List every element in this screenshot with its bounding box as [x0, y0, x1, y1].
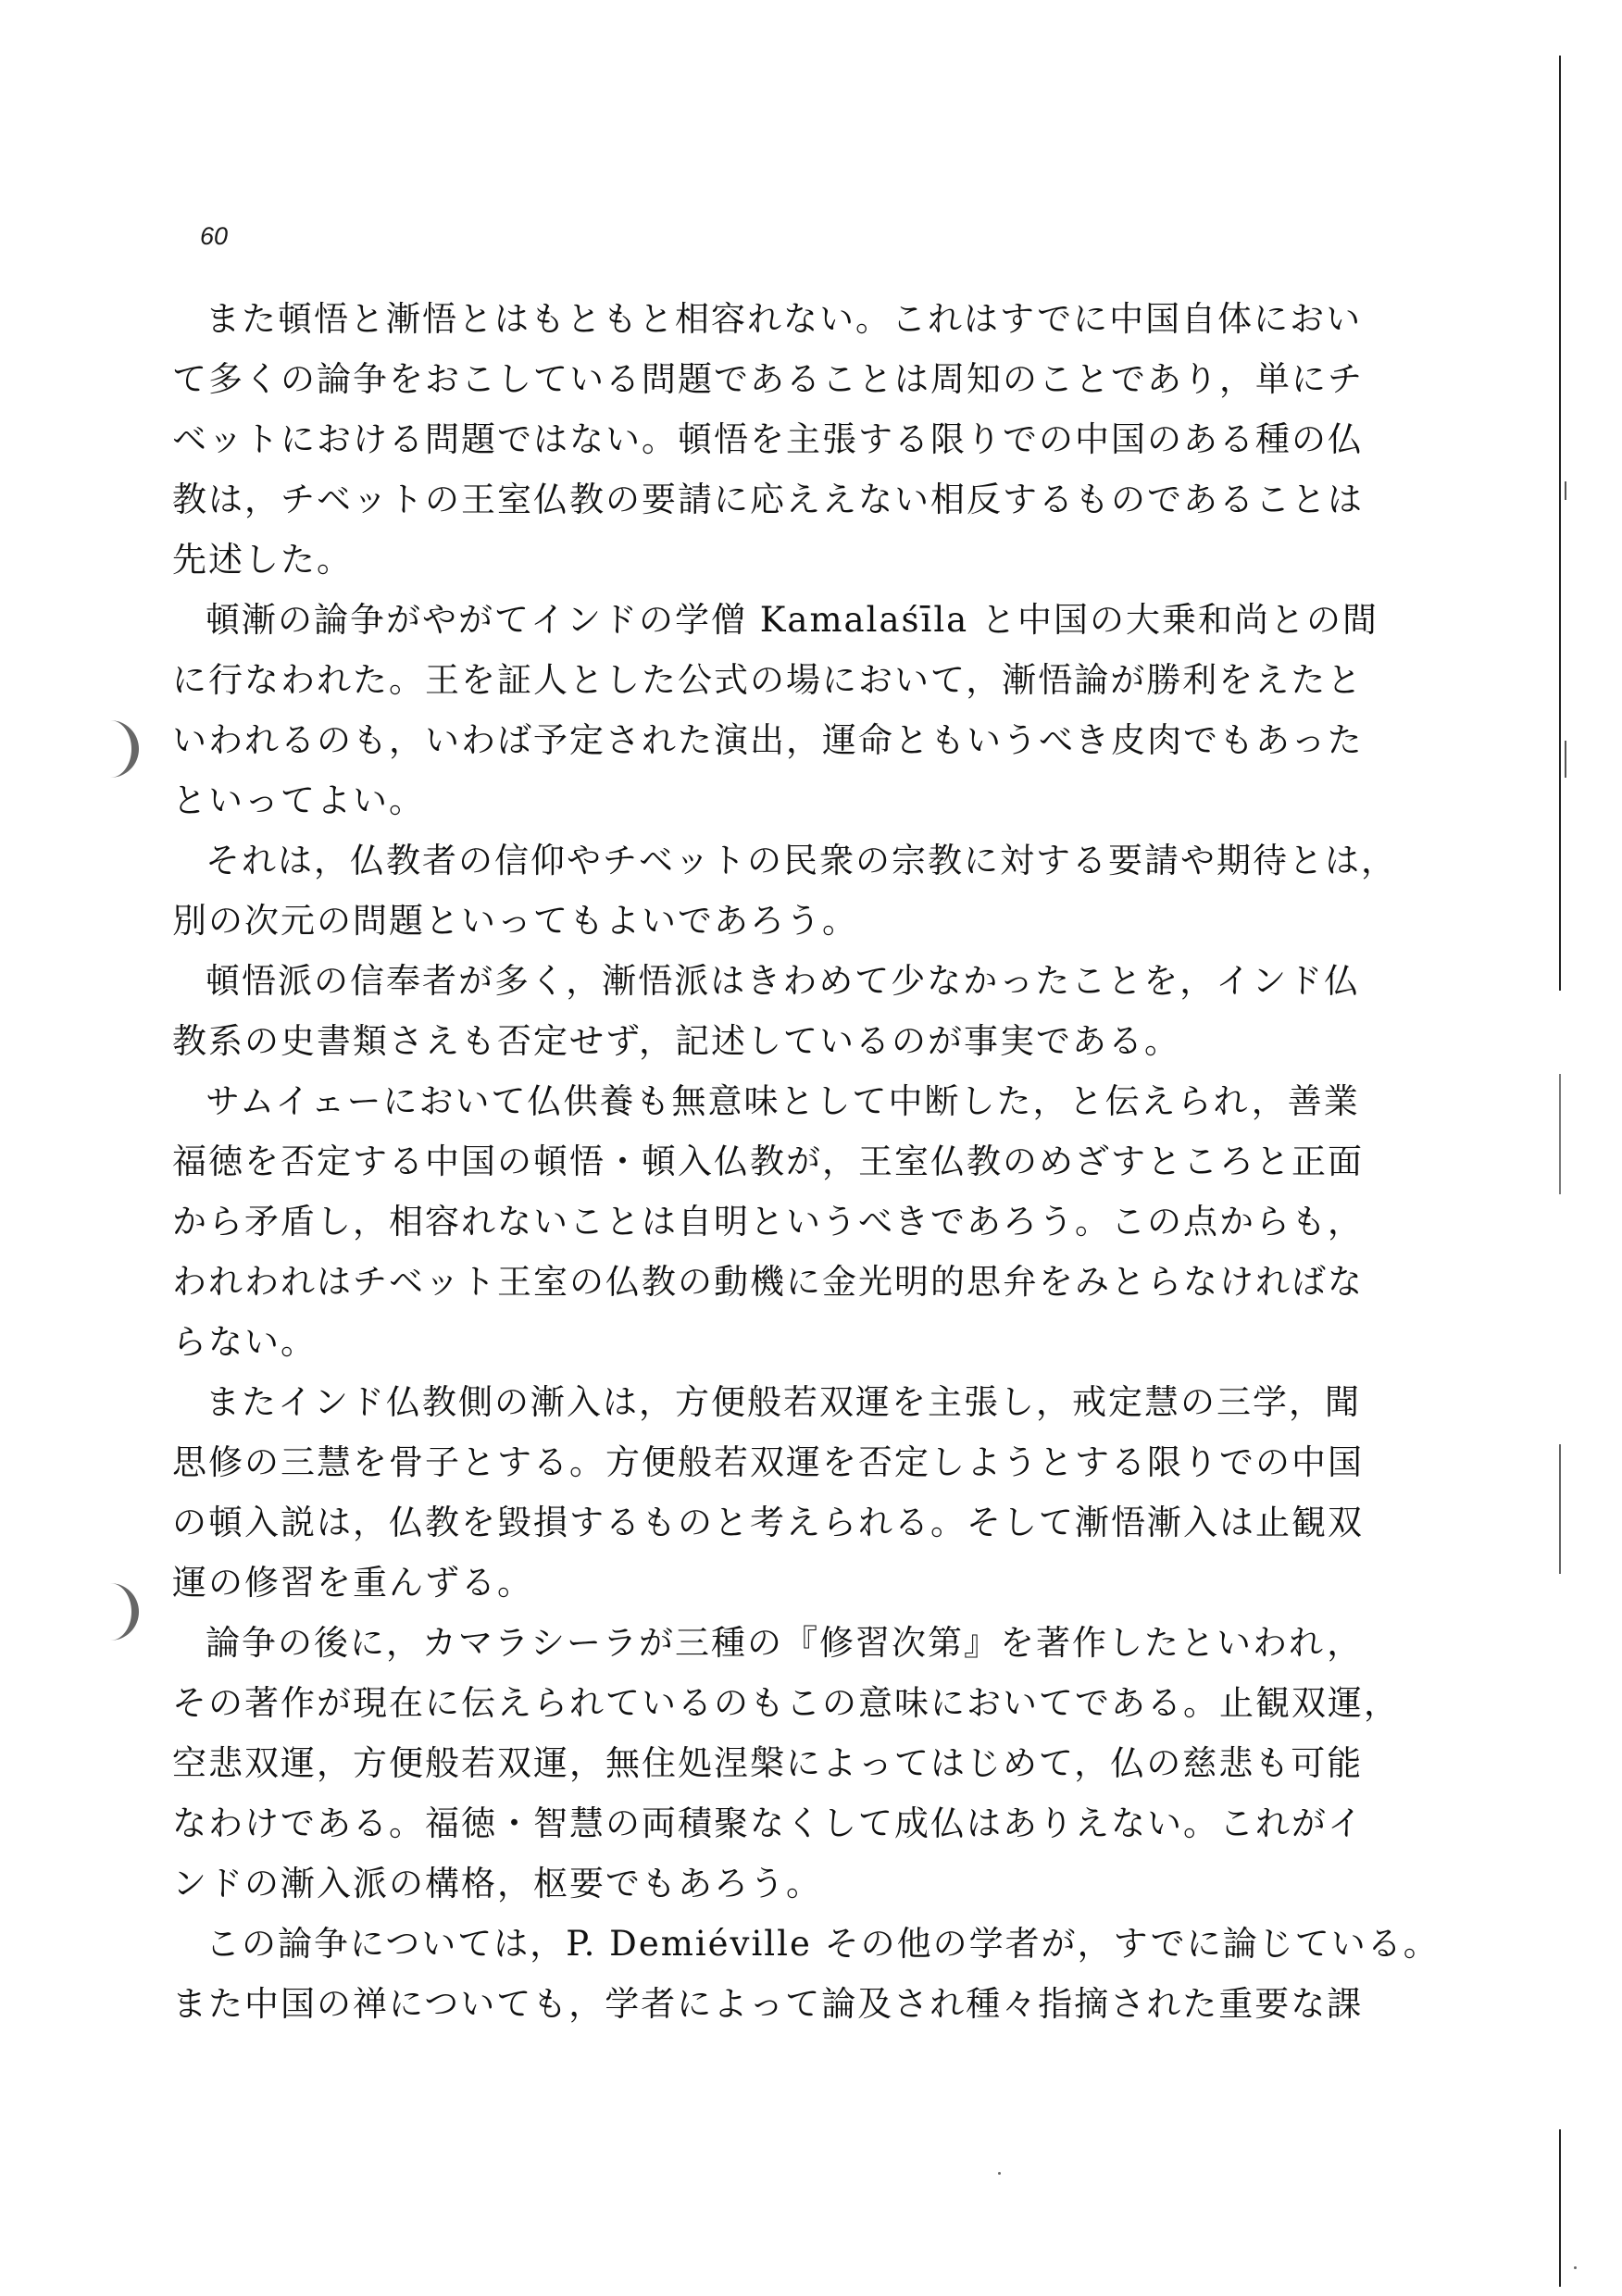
scan-edge-dash	[1565, 481, 1566, 500]
body-text	[172, 289, 1440, 2034]
text-line: それは，仏教者の信仰やチベットの民衆の宗教に対する要請や期待とは，	[206, 841, 1397, 880]
text-line: またインド仏教側の漸入は，方便般若双運を主張し，戒定慧の三学，聞	[206, 1382, 1361, 1422]
text-line: 頓悟派の信奉者が多く，漸悟派はきわめて少なかったことを，インド仏	[206, 961, 1361, 1001]
text-line: らない。	[172, 1322, 317, 1362]
paragraph	[172, 289, 1364, 590]
text-line: ベットにおける問題ではない。頓悟を主張する限りでの中国のある種の仏	[172, 419, 1364, 459]
paragraph	[172, 830, 1397, 951]
text-line: また中国の禅についても，学者によって論及され種々指摘された重要な課	[172, 1984, 1364, 2024]
scan-edge-line	[1559, 2129, 1561, 2287]
text-line: の頓入説は，仏教を毀損するものと考えられる。そして漸悟漸入は止観双	[172, 1503, 1364, 1542]
binding-mark	[109, 1583, 139, 1641]
text-line: 運の修習を重んずる。	[172, 1563, 533, 1603]
text-line: その著作が現在に伝えられているのもこの意味においてである。止観双運，	[172, 1683, 1400, 1723]
paragraph	[172, 1613, 1400, 1914]
text-line: ンドの漸入派の構格，枢要でもあろう。	[172, 1864, 822, 1903]
text-line: 教系の史書類さえも否定せず，記述しているのが事実である。	[172, 1021, 1181, 1061]
text-line: 空悲双運，方便般若双運，無住処涅槃によってはじめて，仏の慈悲も可能	[172, 1743, 1364, 1783]
scan-edge-line	[1559, 56, 1561, 991]
paragraph	[172, 1071, 1364, 1372]
scan-speck	[1574, 2266, 1577, 2269]
text-line: 思修の三慧を骨子とする。方便般若双運を否定しようとする限りでの中国	[172, 1442, 1364, 1482]
text-line: から矛盾し，相容れないことは自明というべきであろう。この点からも，	[172, 1202, 1364, 1242]
binding-mark	[109, 720, 139, 778]
page-number: 60	[200, 222, 229, 250]
scan-edge-dash	[1565, 741, 1566, 778]
scan-speck	[998, 2172, 1001, 2175]
text-line: 別の次元の問題といってもよいであろう。	[172, 901, 858, 941]
text-line: といってよい。	[172, 780, 425, 820]
text-line: この論争については，P. Demiéville その他の学者が，すでに論じている。	[206, 1924, 1440, 1964]
text-line: 頓漸の論争がやがてインドの学僧 Kamalaśīla と中国の大乗和尚との間	[206, 600, 1379, 640]
text-line: 先述した。	[172, 540, 353, 580]
text-line: 論争の後に，カマラシーラが三種の『修習次第』を著作したといわれ，	[206, 1623, 1364, 1663]
text-line: いわれるのも，いわば予定された演出，運命ともいうべき皮肉でもあった	[172, 720, 1364, 760]
text-line: サムイェーにおいて仏供養も無意味として中断した，と伝えられ，善業	[206, 1081, 1360, 1121]
paragraph	[172, 951, 1361, 1071]
text-line: に行なわれた。王を証人とした公式の場において，漸悟論が勝利をえたと	[172, 660, 1364, 700]
paragraph	[172, 1372, 1364, 1613]
scan-edge-line	[1559, 1444, 1561, 1574]
text-line: なわけである。福徳・智慧の両積聚なくして成仏はありえない。これがイ	[172, 1803, 1364, 1843]
paragraph	[172, 1914, 1440, 2034]
paragraph	[172, 590, 1379, 830]
text-line: 教は，チベットの王室仏教の要請に応ええない相反するものであることは	[172, 480, 1364, 519]
text-line: われわれはチベット王室の仏教の動機に金光明的思弁をみとらなければな	[172, 1262, 1364, 1302]
scan-edge-line	[1559, 1074, 1561, 1194]
text-line: 福徳を否定する中国の頓悟・頓入仏教が，王室仏教のめざすところと正面	[172, 1142, 1364, 1181]
text-line: て多くの論争をおこしている問題であることは周知のことであり，単にチ	[172, 359, 1364, 399]
text-line: また頓悟と漸悟とはもともと相容れない。これはすでに中国自体におい	[206, 299, 1363, 339]
